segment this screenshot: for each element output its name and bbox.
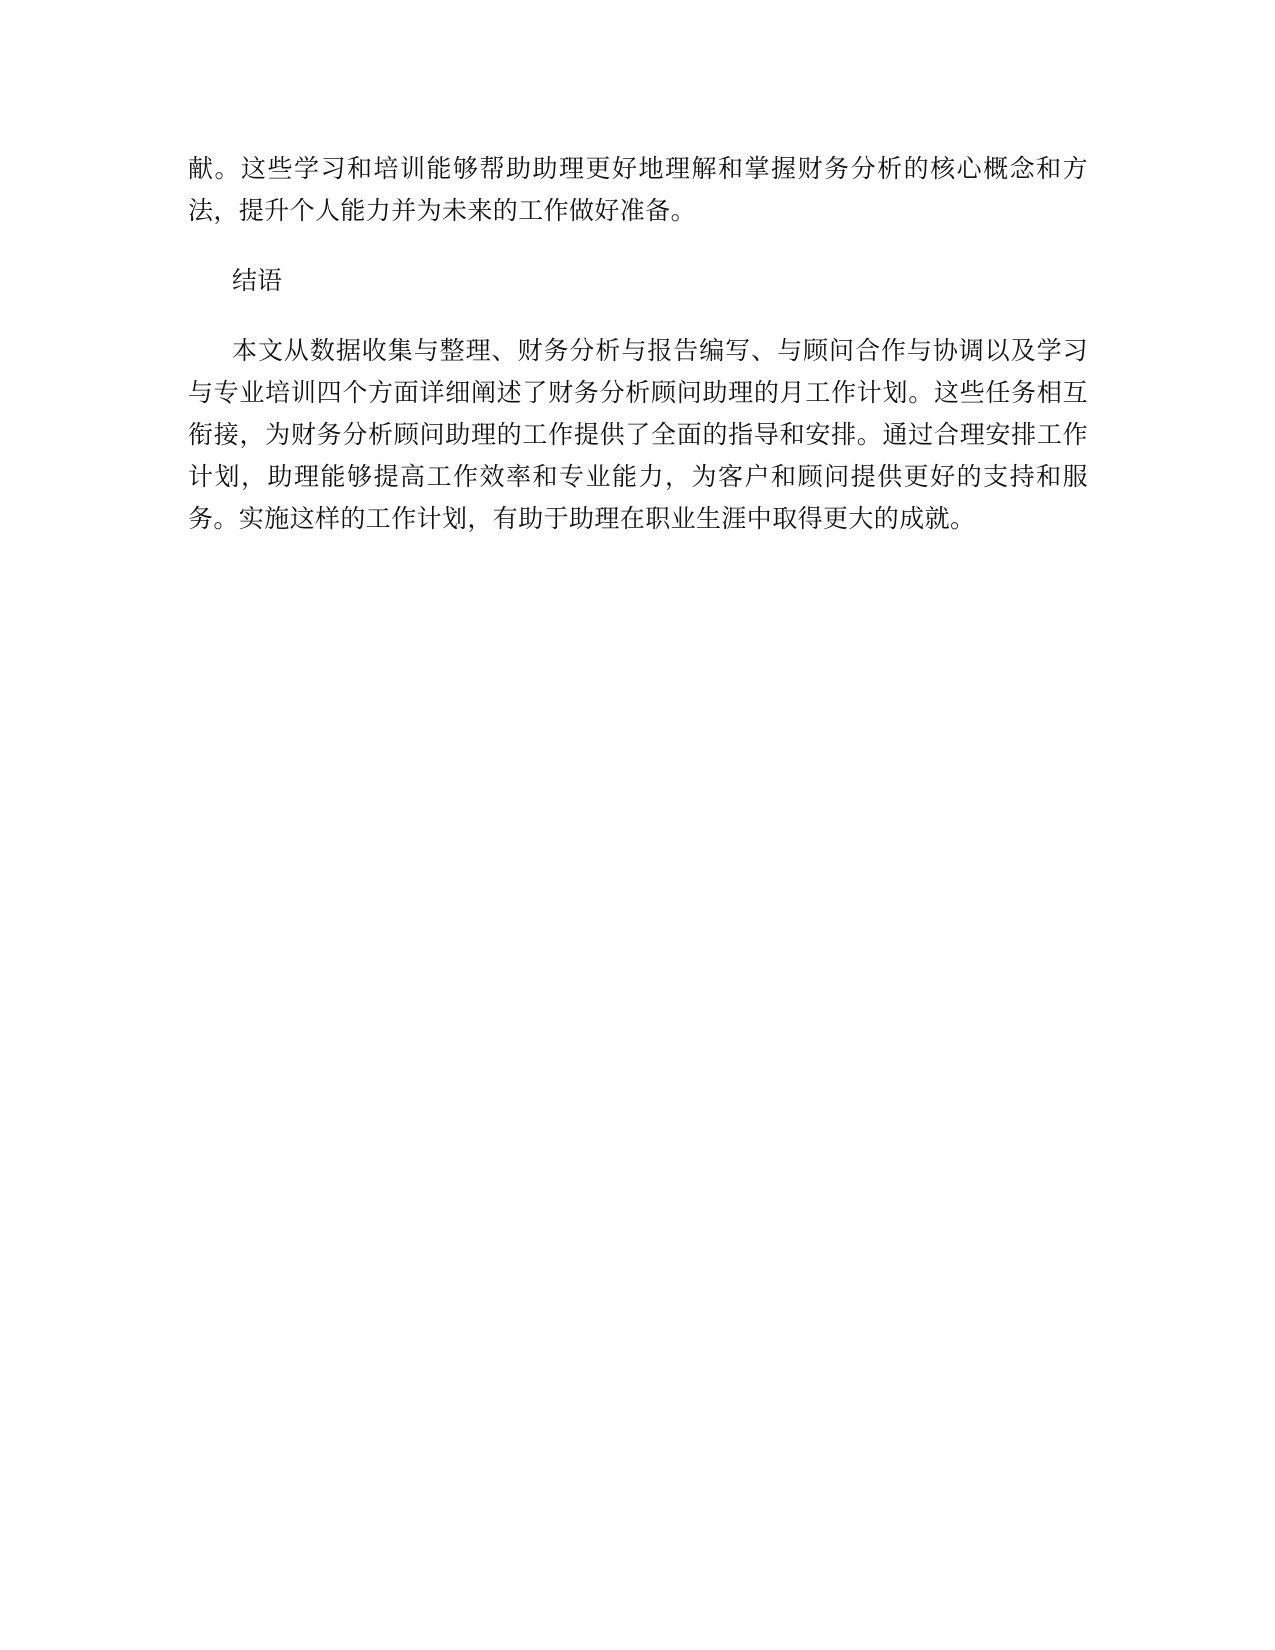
conclusion-heading: 结语	[232, 266, 283, 295]
conclusion-paragraph: 本文从数据收集与整理、财务分析与报告编写、与顾问合作与协调以及学习与专业培训四个方面详细阐述了财务分析顾问助理的月工作计划。这些任务相互衔接，为财务分析顾问助理的工作提供了全面的指导和安排。通过合理安排工作计划，助理能够提高工作效率和专业能力，为客户和顾问提供更好的支持和服务。实施这样的工作计划，有助于助理在职业生涯中取得更大的成就。	[188, 336, 1088, 533]
continuation-paragraph: 献。这些学习和培训能够帮助助理更好地理解和掌握财务分析的核心概念和方法，提升个人能力并为未来的工作做好准备。	[188, 154, 1088, 225]
document-body	[188, 148, 1088, 540]
